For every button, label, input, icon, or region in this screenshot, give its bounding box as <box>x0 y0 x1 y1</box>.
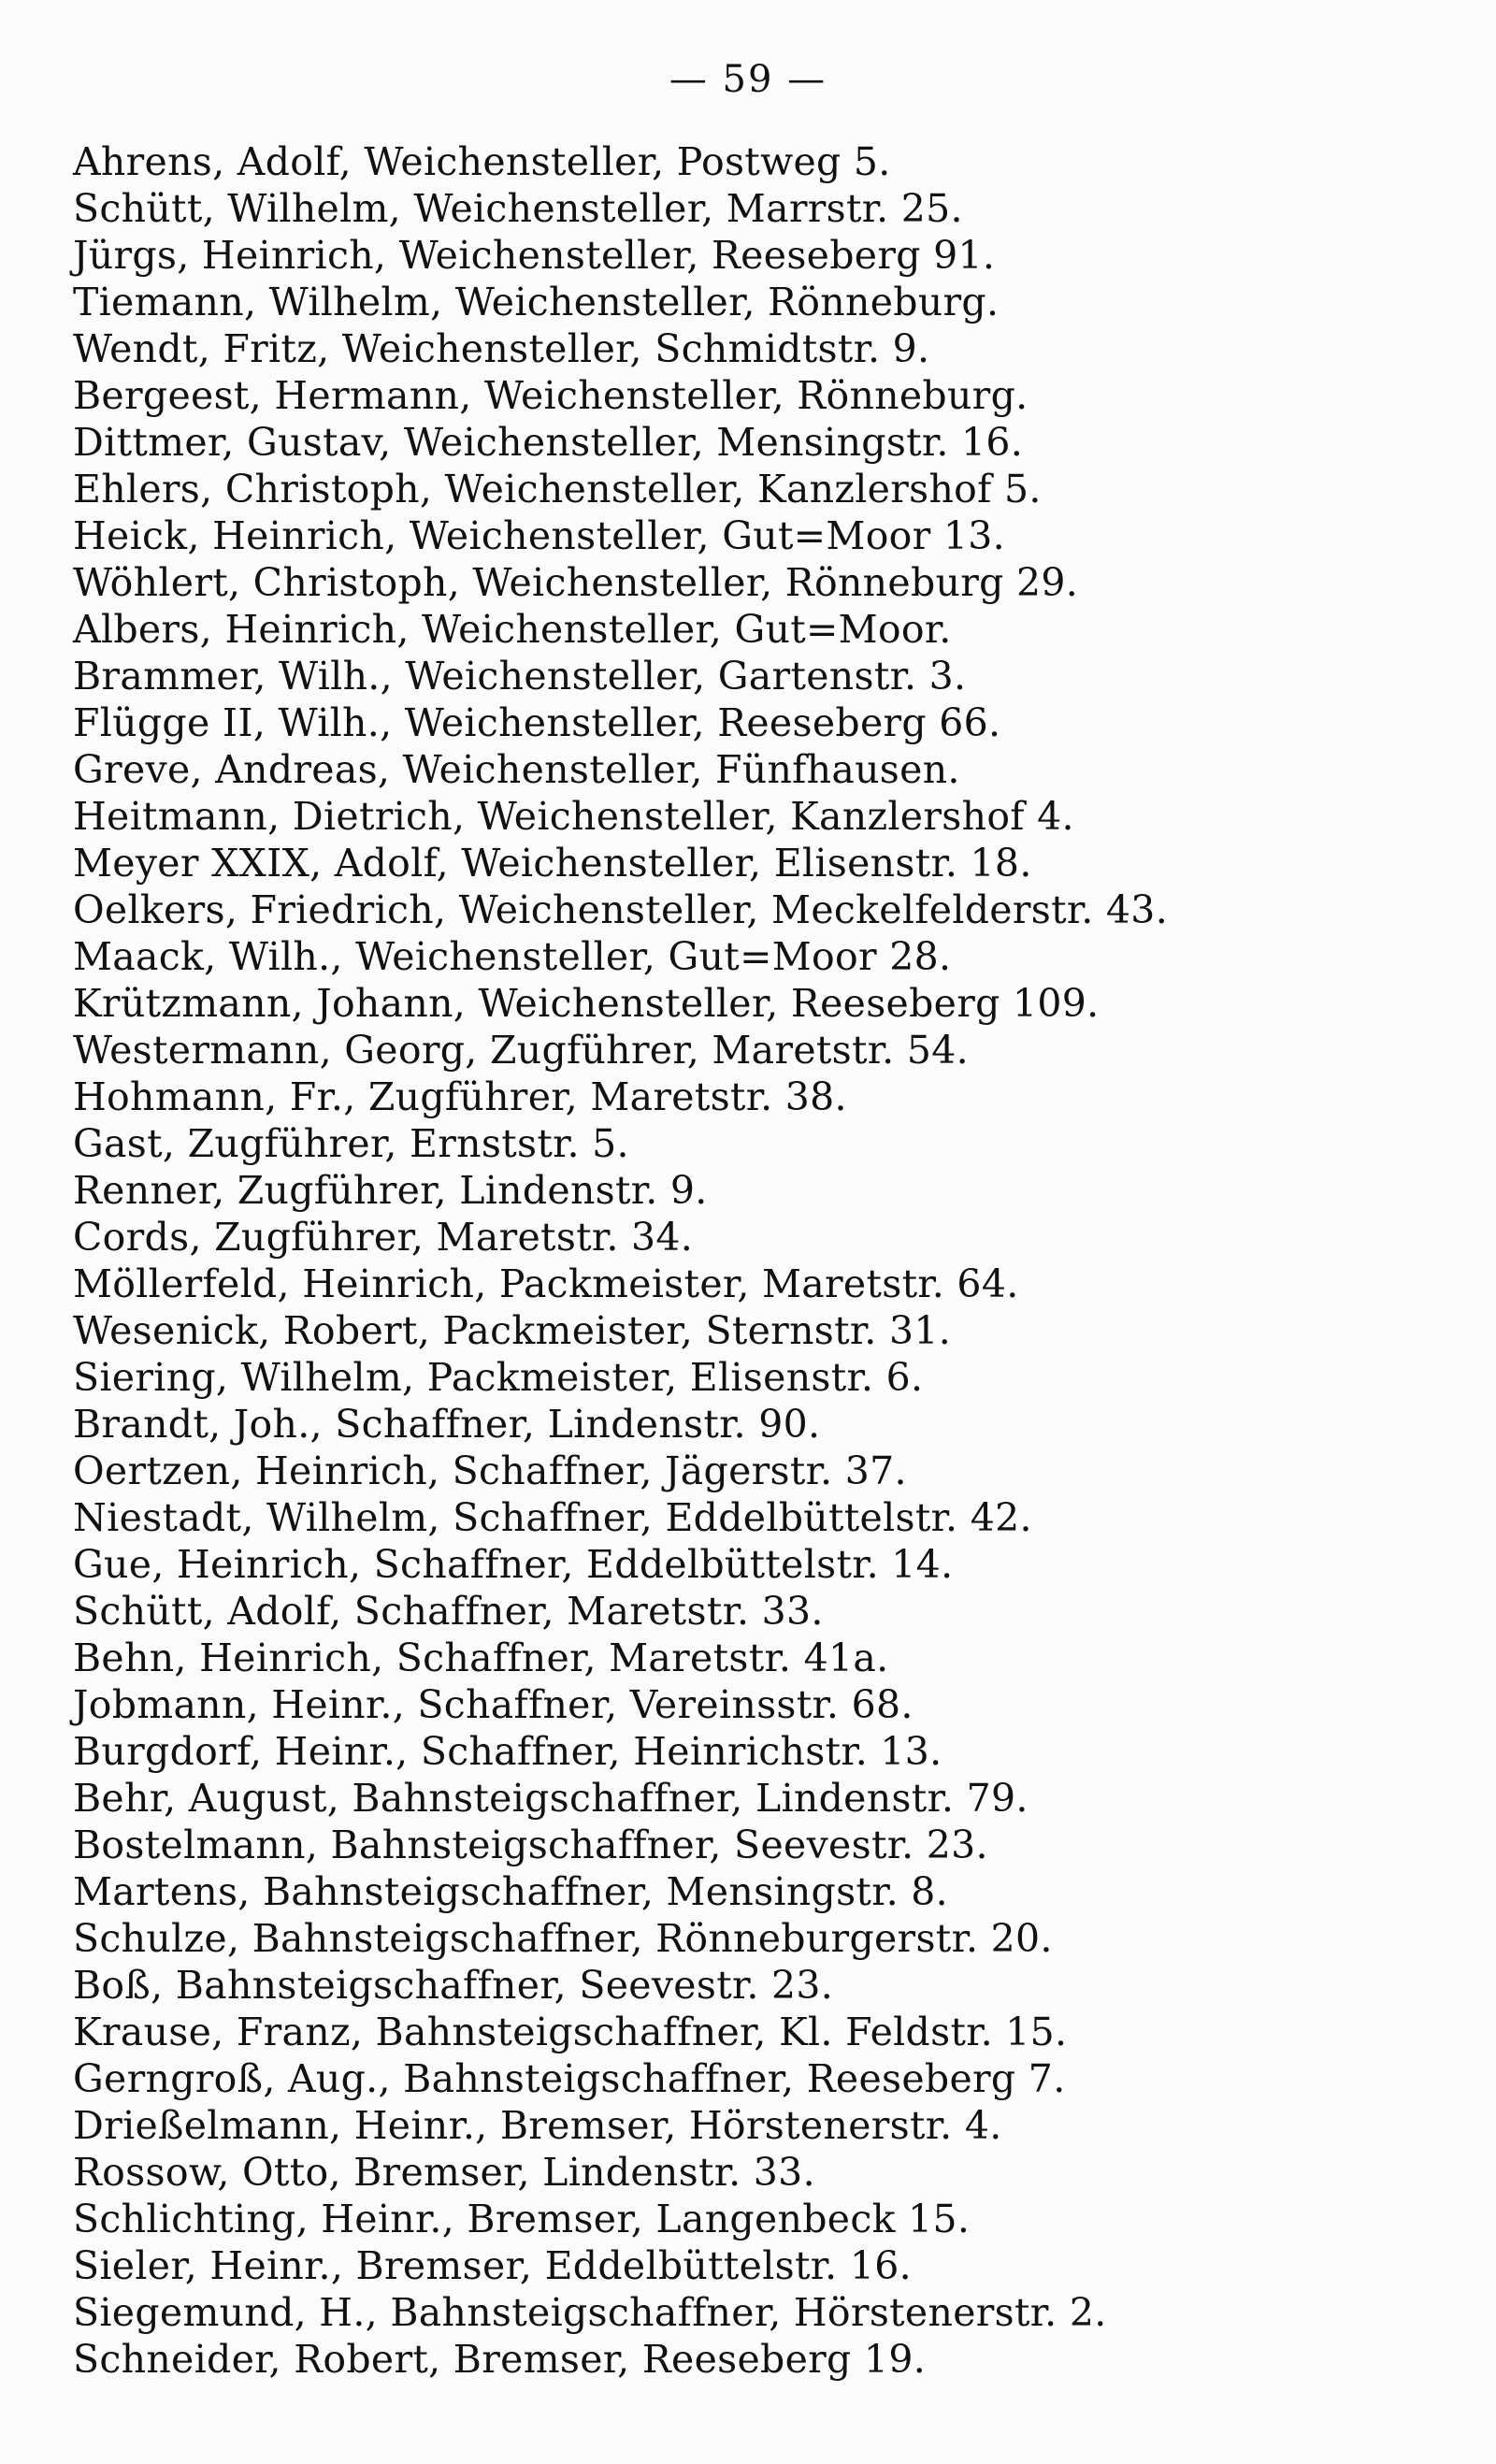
directory-entry: Krützmann, Johann, Weichensteller, Reeseberg 109. <box>73 981 1100 1026</box>
directory-entry: Rossow, Otto, Bremser, Lindenstr. 33. <box>73 2150 815 2195</box>
directory-list <box>73 138 1457 2383</box>
directory-entry: Renner, Zugführer, Lindenstr. 9. <box>73 1168 708 1213</box>
directory-entry: Drießelmann, Heinr., Bremser, Hörstenerstr. 4. <box>73 2103 1002 2148</box>
directory-entry: Jobmann, Heinr., Schaffner, Vereinsstr. 68. <box>73 1682 913 1727</box>
directory-entry: Oertzen, Heinrich, Schaffner, Jägerstr. 37. <box>73 1448 907 1493</box>
directory-entry: Schneider, Robert, Bremser, Reeseberg 19. <box>73 2337 927 2382</box>
directory-entry: Maack, Wilh., Weichensteller, Gut=Moor 28. <box>73 934 952 979</box>
directory-entry: Schulze, Bahnsteigschaffner, Rönneburgerstr. 20. <box>73 1916 1053 1961</box>
directory-entry: Ahrens, Adolf, Weichensteller, Postweg 5. <box>73 139 891 184</box>
directory-entry: Burgdorf, Heinr., Schaffner, Heinrichstr. 13. <box>73 1729 942 1774</box>
directory-entry: Schütt, Wilhelm, Weichensteller, Marrstr. 25. <box>73 186 963 231</box>
directory-entry: Krause, Franz, Bahnsteigschaffner, Kl. Feldstr. 15. <box>73 2010 1068 2054</box>
directory-entry: Möllerfeld, Heinrich, Packmeister, Maretstr. 64. <box>73 1261 1019 1306</box>
directory-entry: Albers, Heinrich, Weichensteller, Gut=Moor. <box>73 607 952 652</box>
directory-entry: Boß, Bahnsteigschaffner, Seevestr. 23. <box>73 1963 834 2008</box>
directory-entry: Hohmann, Fr., Zugführer, Maretstr. 38. <box>73 1074 847 1119</box>
directory-entry: Gast, Zugführer, Ernststr. 5. <box>73 1121 629 1166</box>
directory-entry: Wöhlert, Christoph, Weichensteller, Rönneburg 29. <box>73 560 1079 605</box>
directory-entry: Bergeest, Hermann, Weichensteller, Rönneburg. <box>73 373 1028 418</box>
directory-entry: Jürgs, Heinrich, Weichensteller, Reeseberg 91. <box>73 233 996 278</box>
directory-entry: Greve, Andreas, Weichensteller, Fünfhausen. <box>73 747 960 792</box>
directory-entry: Siering, Wilhelm, Packmeister, Elisenstr. 6. <box>73 1355 924 1400</box>
directory-entry: Brammer, Wilh., Weichensteller, Gartenstr. 3. <box>73 654 967 699</box>
directory-entry: Gue, Heinrich, Schaffner, Eddelbüttelstr. 14. <box>73 1542 954 1587</box>
directory-entry: Niestadt, Wilhelm, Schaffner, Eddelbüttelstr. 42. <box>73 1495 1032 1540</box>
directory-entry: Wendt, Fritz, Weichensteller, Schmidtstr. 9. <box>73 326 930 371</box>
directory-entry: Dittmer, Gustav, Weichensteller, Mensingstr. 16. <box>73 420 1024 465</box>
directory-entry: Westermann, Georg, Zugführer, Maretstr. 54. <box>73 1028 969 1073</box>
directory-entry: Martens, Bahnsteigschaffner, Mensingstr. 8. <box>73 1869 948 1914</box>
directory-entry: Behn, Heinrich, Schaffner, Maretstr. 41a. <box>73 1635 889 1680</box>
directory-entry: Cords, Zugführer, Maretstr. 34. <box>73 1215 694 1260</box>
directory-entry: Bostelmann, Bahnsteigschaffner, Seevestr. 23. <box>73 1823 988 1867</box>
directory-entry: Heitmann, Dietrich, Weichensteller, Kanzlershof 4. <box>73 794 1074 839</box>
directory-entry: Flügge II, Wilh., Weichensteller, Reeseberg 66. <box>73 700 1001 745</box>
directory-entry: Meyer XXIX, Adolf, Weichensteller, Elisenstr. 18. <box>73 841 1032 886</box>
directory-entry: Ehlers, Christoph, Weichensteller, Kanzlershof 5. <box>73 467 1042 512</box>
directory-entry: Gerngroß, Aug., Bahnsteigschaffner, Reeseberg 7. <box>73 2056 1066 2101</box>
directory-entry: Siegemund, H., Bahnsteigschaffner, Hörstenerstr. 2. <box>73 2290 1107 2335</box>
directory-entry: Brandt, Joh., Schaffner, Lindenstr. 90. <box>73 1402 821 1447</box>
directory-entry: Sieler, Heinr., Bremser, Eddelbüttelstr. 16. <box>73 2243 912 2288</box>
directory-entry: Behr, August, Bahnsteigschaffner, Lindenstr. 79. <box>73 1776 1028 1821</box>
directory-entry: Wesenick, Robert, Packmeister, Sternstr. 31. <box>73 1308 952 1353</box>
directory-entry: Tiemann, Wilhelm, Weichensteller, Rönneburg. <box>73 280 1000 324</box>
directory-entry: Schütt, Adolf, Schaffner, Maretstr. 33. <box>73 1589 824 1634</box>
directory-entry: Oelkers, Friedrich, Weichensteller, Meckelfelderstr. 43. <box>73 887 1169 932</box>
directory-entry: Heick, Heinrich, Weichensteller, Gut=Moor 13. <box>73 513 1005 558</box>
page-number: — 59 — <box>669 58 827 101</box>
directory-entry: Schlichting, Heinr., Bremser, Langenbeck 15. <box>73 2197 971 2241</box>
